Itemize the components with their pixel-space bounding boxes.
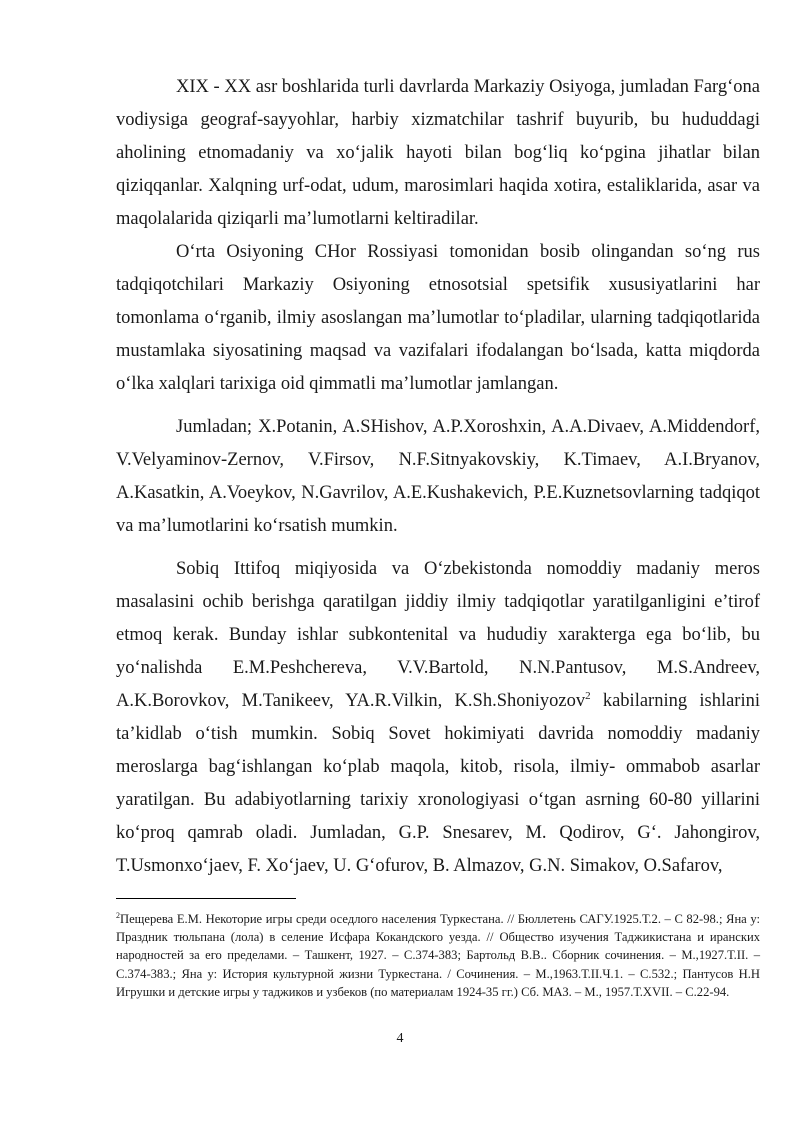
footnote bbox=[116, 910, 760, 1001]
paragraph-1: XIX - XX asr boshlarida turli davrlarda Markaziy Osiyoga, jumladan Farg‘ona vodiysiga geograf-sayyohlar, harbiy xizmatchilar tashrif buyurib, bu hududdagi aholining etnomadaniy va xo‘jalik hayoti bilan bog‘liq ko‘pgina jihatlar bilan qiziqqanlar. Xalqning urf-odat, udum, marosimlari haqida xotira, estaliklarida, asar va maqolalarida qiziqarli ma’lumotlarni keltiradilar. bbox=[116, 77, 760, 229]
paragraph-4-text-before: Sobiq Ittifoq miqiyosida va O‘zbekistonda nomoddiy madaniy meros masalasini ochib berishga qaratilgan jiddiy ilmiy tadqiqotlar yaratilganligini e’tirof etmoq kerak. Bunday ishlar subkontenital va hududiy xarakterga ega bo‘lib, bu yo‘nalishda E.M.Peshchereva, V.V.Bartold, N.N.Pantusov, M.S.Andreev, A.K.Borovkov, M.Tanikeev, YA.R.Vilkin, K.Sh.Shoniyozov bbox=[116, 559, 760, 711]
paragraph-4 bbox=[116, 553, 760, 883]
footnote-text: Пещерева Е.М. Некоторие игры среди оседлого населения Туркестана. // Бюллетень САГУ.1925.Т.2. – С 82-98.; Яна у: Праздник тюльпана (лола) в селение Исфара Кокандского уезда. // Общество изучения Таджикистана и иранских народностей за его пределами. – Ташкент, 1927. – С.374-383; Бартольд В.В.. Сборник сочинения. – М.,1927.Т.II. – С.374-383.; Яна у: История культурной жизни Туркестана. / Сочинения. – М.,1963.Т.II.Ч.1. – С.532.; Пантусов Н.Н Игрушки и детские игры у таджиков и узбеков (по материалам 1924-35 гг.) Сб. МАЗ. – М., 1957.Т.XVII. – С.22-94. bbox=[116, 912, 760, 999]
body-text bbox=[116, 71, 760, 883]
footnote-separator bbox=[116, 898, 296, 899]
footnote-marker: 2 bbox=[116, 910, 120, 920]
footnote-reference[interactable]: 2 bbox=[585, 689, 591, 702]
page-number: 4 bbox=[396, 1031, 404, 1046]
paragraph-2: O‘rta Osiyoning CHor Rossiyasi tomonidan bosib olingandan so‘ng rus tadqiqotchilari Markaziy Osiyoning etnosotsial spetsifik xususiyatlarini har tomonlama o‘rganib, ilmiy asoslangan ma’lumotlar to‘pladilar, ularning tadqiqotlarida mustamlaka siyosatining maqsad va vazifalari ifodalangan bo‘lsada, katta miqdorda o‘lka xalqlari tarixiga oid qimmatli ma’lumotlar jamlangan. bbox=[116, 242, 760, 394]
paragraph-3: Jumladan; X.Potanin, A.SHishov, A.P.Xoroshxin, A.A.Divaev, A.Middendorf, V.Velyaminov-Zernov, V.Firsov, N.F.Sitnyakovskiy, K.Timaev, A.I.Bryanov, A.Kasatkin, A.Voeykov, N.Gavrilov, A.E.Kushakevich, P.E.Kuznetsovlarning tadqiqot va ma’lumotlarini ko‘rsatish mumkin. bbox=[116, 417, 760, 536]
paragraph-4-text-after: kabilarning ishlarini ta’kidlab o‘tish mumkin. Sobiq Sovet hokimiyati davrida nomoddiy madaniy meroslarga bag‘ishlangan ko‘plab maqola, kitob, risola, ilmiy- ommabob asarlar yaratilgan. Bu adabiyotlarning tarixiy xronologiyasi o‘tgan asrning 60-80 yillarini ko‘proq qamrab oladi. Jumladan, G.P. Snesarev, M. Qodirov, G‘. Jahongirov, T.Usmonxo‘jaev, F. Xo‘jaev, U. G‘ofurov, B. Almazov, G.N. Simakov, O.Safarov, bbox=[116, 691, 760, 876]
